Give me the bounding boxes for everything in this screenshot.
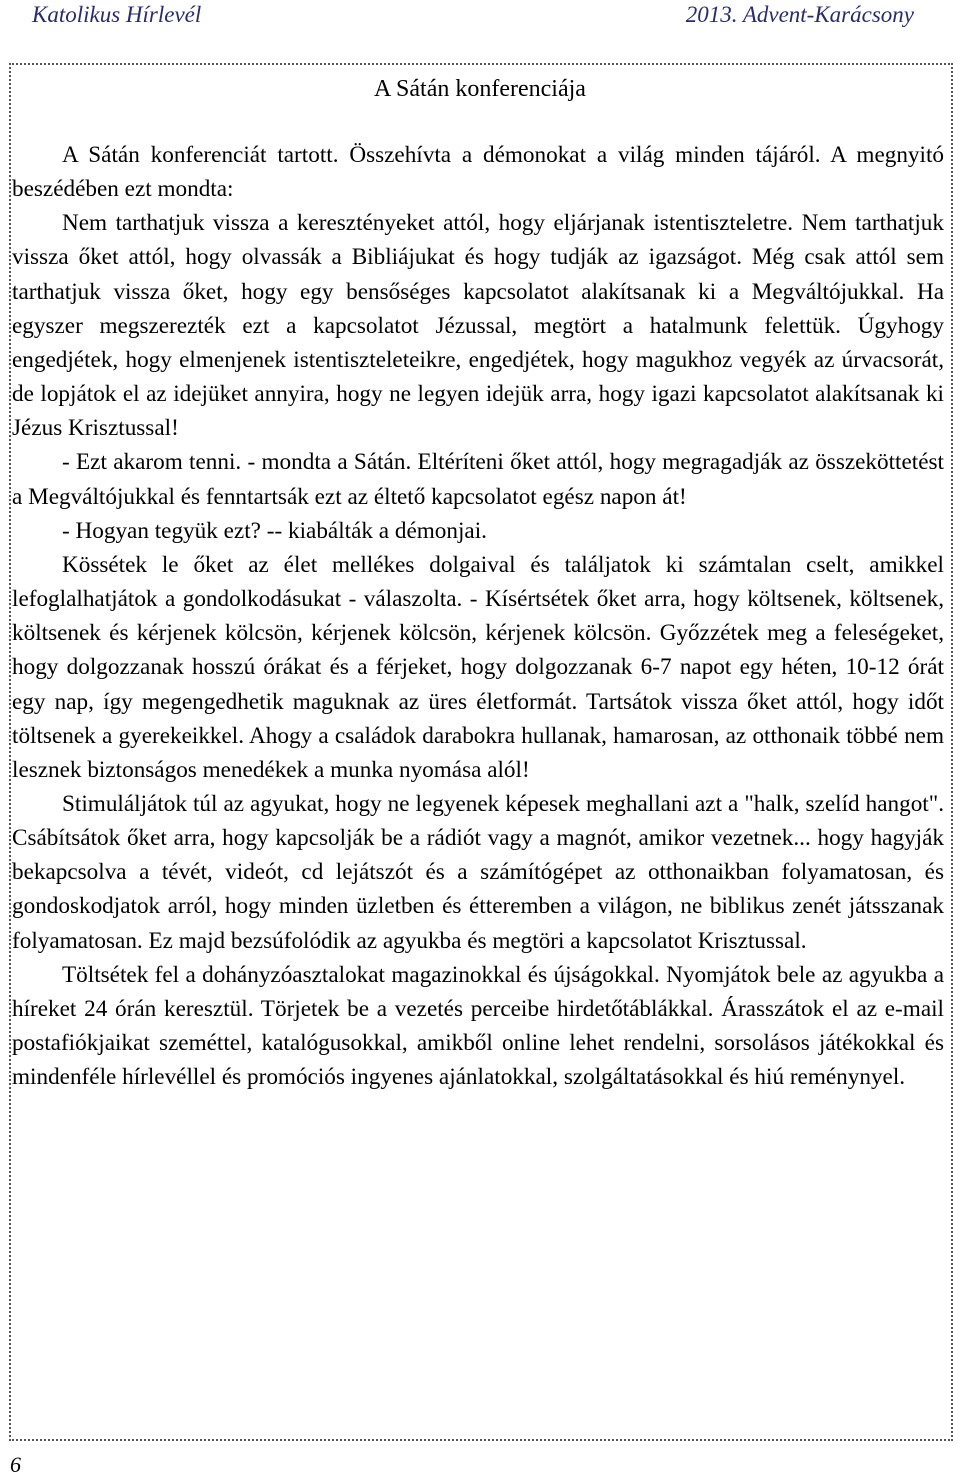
paragraph-6: Stimuláljátok túl az agyukat, hogy ne legyenek képesek meghallani azt a "halk, szelíd hangot". Csábítsátok őket arra, hogy kapcsolják be a rádiót vagy a magnót, amikor vezetnek... hogy hagyják bekapcsolva a tévét, videót, cd lejátszót és a számítógépet az otthonaikban folyamatosan, és gondoskodjatok arról, hogy minden üzletben és étteremben a világon, ne biblikus zenét játsszanak folyamatosan. Ez majd bezsúfolódik az agyukba és megtöri a kapcsolatot Krisztussal.: [12, 790, 944, 954]
paragraph-7: Töltsétek fel a dohányzóasztalokat magazinokkal és újságokkal. Nyomjátok bele az agyukba a híreket 24 órán keresztül. Törjetek be a vezetés perceibe hirdetőtáblákkal. Árasszátok el az e-mail postafiókjaikat szeméttel, katalógusokkal, amikből online lehet rendelni, sorsolásos játékokkal és mindenféle hírlevéllel és promóciós ingyenes ajánlatokkal, szolgáltatásokkal és hiú reménynyel.: [12, 961, 944, 1091]
page-header: [0, 0, 960, 36]
paragraph-1: A Sátán konferenciát tartott. Összehívta a démonokat a világ minden tájáról. A megnyitó beszédében ezt mondta:: [12, 142, 944, 203]
paragraph-5: Kössétek le őket az élet mellékes dolgaival és találjatok ki számtalan cselt, amikkel lefoglalhatjátok a gondolkodásukat - válaszolta. - Kísértsétek őket arra, hogy költsenek, költsenek, költsenek és kérjenek kölcsön, kérjenek kölcsön, kérjenek kölcsön. Győzzétek meg a feleségeket, hogy dolgozzanak hosszú órákat és a férjeket, hogy dolgozzanak 6-7 napot egy héten, 10-12 órát egy nap, így megengedhetik maguknak az üres életformát. Tartsátok vissza őket attól, hogy időt töltsenek a gyerekeikkel. Ahogy a családok darabokra hullanak, hamarosan, az otthonaik többé nem lesznek biztonságos menedékek a munka nyomása alól!: [12, 551, 944, 783]
article-title: A Sátán konferenciája: [374, 76, 586, 102]
paragraph-4: - Hogyan tegyük ezt? -- kiabálták a démonjai.: [62, 517, 487, 544]
paragraph-3: - Ezt akarom tenni. - mondta a Sátán. Eltéríteni őket attól, hogy megragadják az összeköttetést a Megváltójukkal és fenntartsák ezt az éltető kapcsolatot egész napon át!: [12, 449, 944, 510]
paragraph-2: Nem tarthatjuk vissza a keresztényeket attól, hogy eljárjanak istentiszteletre. Nem tarthatjuk vissza őket attól, hogy olvassák a Bibliájukat és hogy tudják az igazságot. Még csak attól sem tarthatjuk vissza őket, hogy egy bensőséges kapcsolatot alakítsanak ki a Megváltójukkal. Ha egyszer megszerezték ezt a kapcsolatot Jézussal, megtört a hatalmunk felettük. Úgyhogy engedjétek, hogy elmenjenek istentiszteleteikre, engedjétek, hogy magukhoz vegyék az úrvacsorát, de lopjátok el az idejüket annyira, hogy ne legyen idejük arra, hogy igazi kapcsolatot alakítsanak ki Jézus Krisztussal!: [12, 210, 944, 442]
issue-label: 2013. Advent-Karácsony: [685, 2, 914, 27]
newsletter-name: Katolikus Hírlevél: [32, 2, 202, 27]
article-body: [12, 138, 944, 1094]
page-number: 6: [10, 1452, 21, 1477]
